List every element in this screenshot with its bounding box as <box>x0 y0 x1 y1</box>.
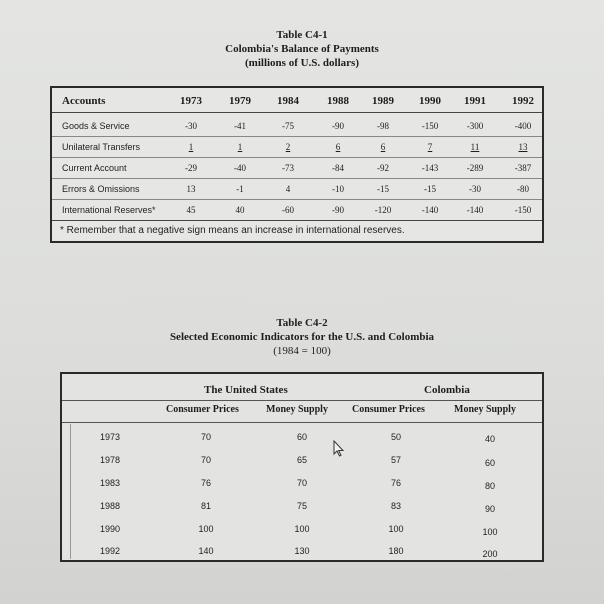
table-cell: -150 <box>421 121 439 131</box>
table-cell: -387 <box>514 163 532 173</box>
table1-header-year: 1990 <box>419 95 441 107</box>
table2-units: (1984 = 100) <box>273 345 331 357</box>
table-cell: 76 <box>200 478 211 488</box>
table-cell: 180 <box>388 546 404 556</box>
table1-header-year: 1992 <box>512 95 534 107</box>
table-cell: 40 <box>484 434 495 444</box>
table-cell: 70 <box>200 432 211 442</box>
table-cell: 60 <box>296 432 307 442</box>
subheader-us-money: Money Supply <box>266 404 328 415</box>
year-label: 1988 <box>100 501 121 511</box>
table-cell: 70 <box>296 478 307 488</box>
table-cell: 80 <box>484 481 495 491</box>
table-cell: 60 <box>484 458 495 468</box>
table-cell: 90 <box>484 504 495 514</box>
table-cell: -143 <box>421 163 439 173</box>
table-cell: 1 <box>188 142 194 152</box>
table-cell: 50 <box>390 432 401 442</box>
table-cell: 75 <box>296 501 307 511</box>
table-cell: 130 <box>294 546 310 556</box>
table-cell: -400 <box>514 121 532 131</box>
year-label: 1992 <box>100 546 121 556</box>
table-cell: -90 <box>332 205 344 215</box>
table-cell: 70 <box>200 455 211 465</box>
table-cell: -75 <box>282 121 294 131</box>
mouse-cursor-icon <box>333 440 345 458</box>
table1-header-year: 1991 <box>464 95 486 107</box>
table-cell: -15 <box>424 184 436 194</box>
table-row <box>52 116 542 137</box>
divider <box>70 424 71 559</box>
group-header-colombia: Colombia <box>424 384 470 396</box>
table1-header-year: 1988 <box>327 95 349 107</box>
balance-of-payments-table <box>50 86 544 243</box>
table-cell: -98 <box>377 121 389 131</box>
table1-header-year: 1984 <box>277 95 299 107</box>
table-cell: -15 <box>377 184 389 194</box>
table-cell: 6 <box>335 142 341 152</box>
group-header-us: The United States <box>204 384 288 396</box>
table-cell: -60 <box>282 205 294 215</box>
table-cell: -73 <box>282 163 294 173</box>
table1-header-year: 1973 <box>180 95 202 107</box>
table-cell: 57 <box>390 455 401 465</box>
year-label: 1978 <box>100 455 121 465</box>
table-cell: 81 <box>200 501 211 511</box>
table-cell: 45 <box>186 205 196 215</box>
table1-subtitle: Colombia's Balance of Payments <box>225 43 379 55</box>
table1-header-year: 1979 <box>229 95 251 107</box>
table-cell: -84 <box>332 163 344 173</box>
table-cell: -150 <box>514 205 532 215</box>
table-cell: 2 <box>285 142 291 152</box>
row-label: Unilateral Transfers <box>62 142 141 152</box>
table-row <box>52 179 542 200</box>
table-cell: -140 <box>421 205 439 215</box>
table-row <box>52 158 542 179</box>
table1-header-accounts: Accounts <box>62 95 106 107</box>
table2-subtitle: Selected Economic Indicators for the U.S. and Colombia <box>169 331 435 343</box>
table-row <box>52 200 542 221</box>
table-cell: -80 <box>517 184 529 194</box>
table-cell: 40 <box>235 205 245 215</box>
subheader-us-cpi: Consumer Prices <box>166 404 239 415</box>
table-cell: -30 <box>469 184 481 194</box>
table1-header-year: 1989 <box>372 95 394 107</box>
table-cell: 65 <box>296 455 307 465</box>
table-cell: -41 <box>234 121 246 131</box>
year-label: 1973 <box>100 432 121 442</box>
table-cell: -40 <box>234 163 246 173</box>
table-cell: 13 <box>186 184 196 194</box>
subheader-co-cpi: Consumer Prices <box>352 404 425 415</box>
year-label: 1990 <box>100 524 121 534</box>
table-cell: 13 <box>518 142 528 152</box>
table1-title-block <box>0 28 604 70</box>
table-cell: 1 <box>237 142 243 152</box>
row-label: International Reserves* <box>62 205 156 215</box>
table-cell: -30 <box>185 121 197 131</box>
table-cell: -289 <box>466 163 484 173</box>
year-label: 1983 <box>100 478 121 488</box>
table1-title: Table C4-1 <box>276 29 328 41</box>
table-row <box>52 137 542 158</box>
table-cell: 4 <box>285 184 291 194</box>
table-cell: 76 <box>390 478 401 488</box>
table2-title-block <box>0 316 604 358</box>
table-cell: -29 <box>185 163 197 173</box>
table1-header-row <box>52 90 542 113</box>
table-cell: 83 <box>390 501 401 511</box>
table-cell: -92 <box>377 163 389 173</box>
table-cell: -10 <box>332 184 344 194</box>
table-cell: 140 <box>198 546 214 556</box>
table-cell: -120 <box>374 205 392 215</box>
table-cell: 6 <box>380 142 386 152</box>
table-cell: 100 <box>482 527 498 537</box>
table-cell: 7 <box>427 142 433 152</box>
table2-title: Table C4-2 <box>276 317 328 329</box>
subheader-co-money: Money Supply <box>454 404 516 415</box>
table-cell: -1 <box>236 184 244 194</box>
table-cell: 100 <box>198 524 214 534</box>
row-label: Goods & Service <box>62 121 130 131</box>
row-label: Current Account <box>62 163 127 173</box>
table-cell: 100 <box>294 524 310 534</box>
row-label: Errors & Omissions <box>62 184 140 194</box>
table-cell: 11 <box>470 142 480 152</box>
table1-units: (millions of U.S. dollars) <box>245 57 359 69</box>
table1-footnote: * Remember that a negative sign means an increase in international reserves. <box>60 225 405 236</box>
table-cell: 100 <box>388 524 404 534</box>
divider <box>62 400 542 401</box>
economic-indicators-table <box>60 372 544 562</box>
table-cell: -140 <box>466 205 484 215</box>
table-cell: -90 <box>332 121 344 131</box>
table-cell: 200 <box>482 549 498 559</box>
divider <box>62 422 542 423</box>
table-cell: -300 <box>466 121 484 131</box>
